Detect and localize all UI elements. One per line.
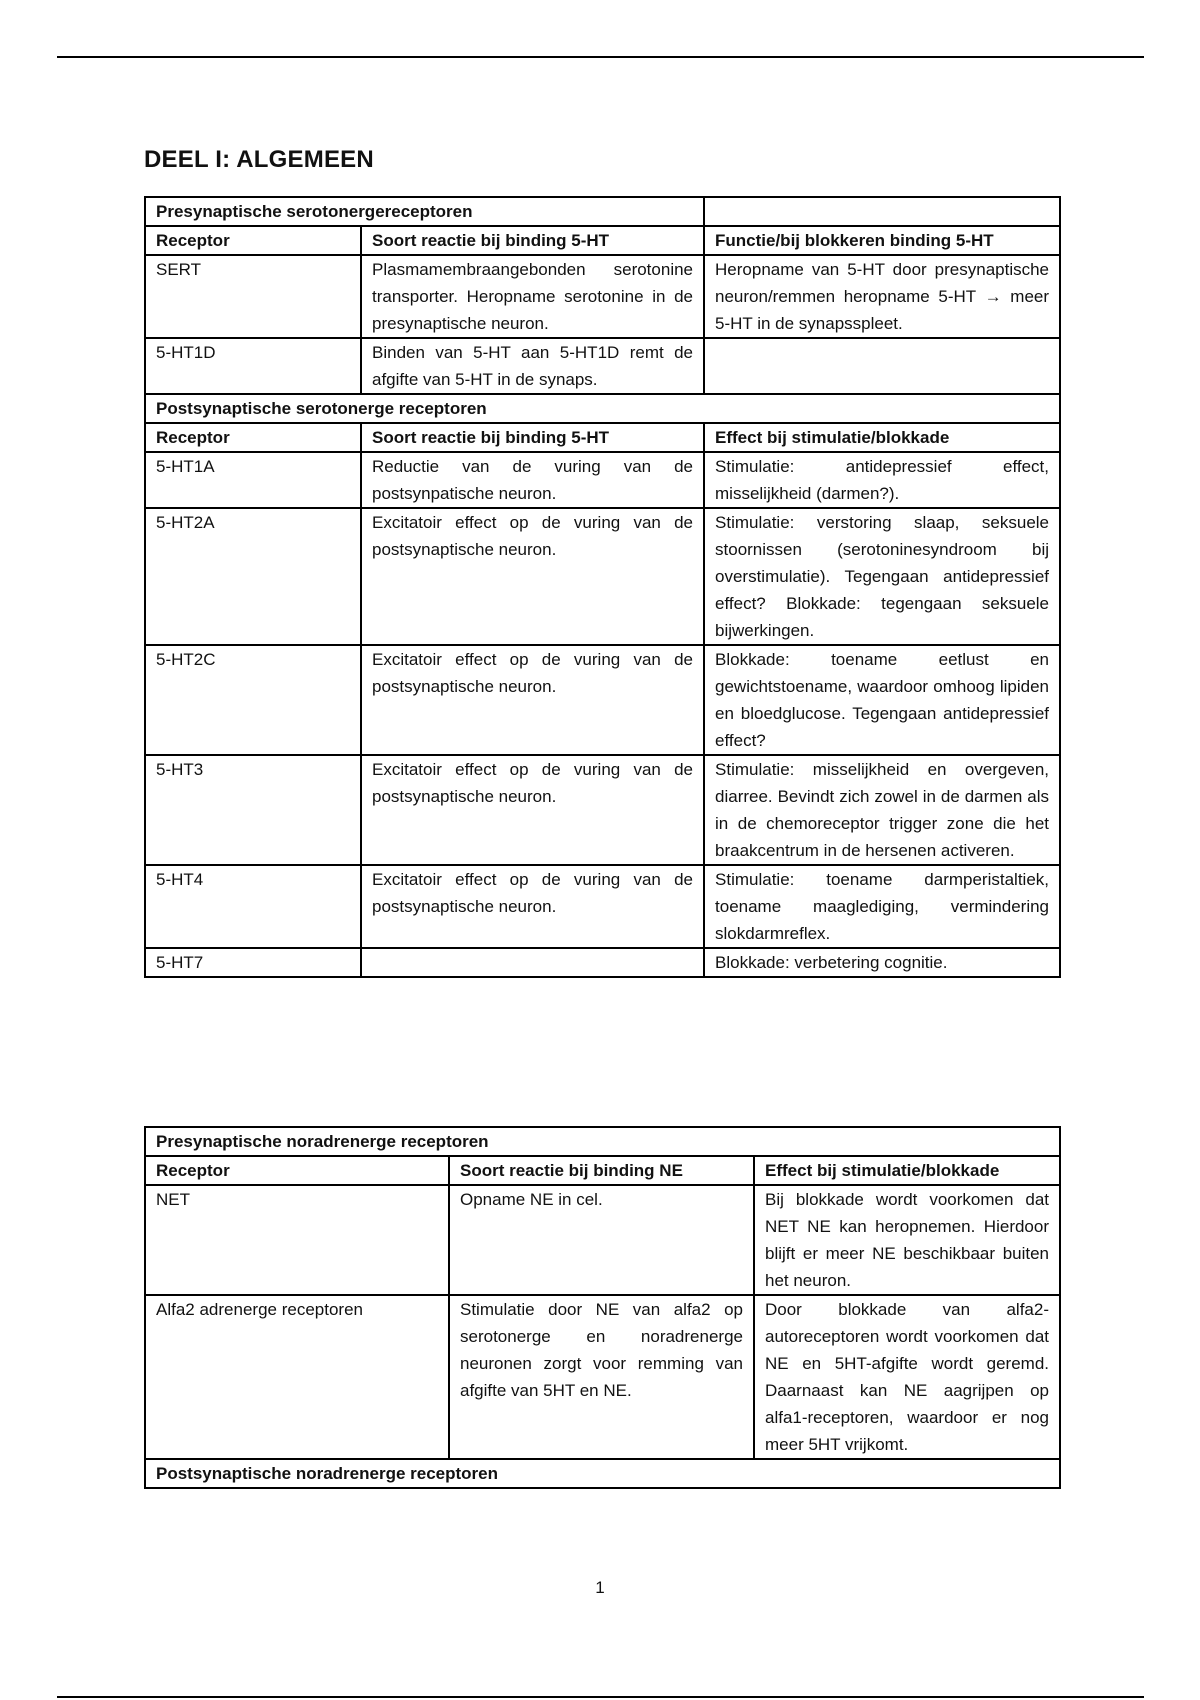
column-header: Soort reactie bij binding 5-HT (361, 226, 704, 255)
reaction-cell: Excitatoir effect op de vuring van de postsynaptische neuron. (361, 865, 704, 948)
table-title: Postsynaptische noradrenerge receptoren (145, 1459, 1060, 1488)
section-heading: DEEL I: ALGEMEEN (144, 146, 374, 173)
table-title-row (145, 1459, 1060, 1488)
receptor-cell: 5-HT7 (145, 948, 361, 977)
effect-cell: Stimulatie: toename darmperistaltiek, toename maaglediging, vermindering slokdarmreflex. (704, 865, 1060, 948)
effect-cell: Door blokkade van alfa2-autoreceptoren wordt voorkomen dat NE en 5HT-afgifte wordt geremd. Daarnaast kan NE aagrijpen op alfa1-receptoren, waardoor er nog meer 5HT vrijkomt. (754, 1295, 1060, 1459)
receptor-cell: SERT (145, 255, 361, 338)
table-row (145, 255, 1060, 338)
table-row (145, 948, 1060, 977)
column-header: Receptor (145, 1156, 449, 1185)
effect-cell: Stimulatie: misselijkheid en overgeven, diarree. Bevindt zich zowel in de darmen als in de chemoreceptor trigger zone die het braakcentrum in de hersenen activeren. (704, 755, 1060, 865)
header-rule (57, 56, 1144, 58)
table-row (145, 508, 1060, 645)
column-header: Receptor (145, 423, 361, 452)
page-number: 1 (595, 1578, 605, 1597)
effect-cell: Bij blokkade wordt voorkomen dat NET NE kan heropnemen. Hierdoor blijft er meer NE beschikbaar buiten het neuron. (754, 1185, 1060, 1295)
table-row (145, 645, 1060, 755)
reaction-cell: Excitatoir effect op de vuring van de postsynaptische neuron. (361, 645, 704, 755)
table-title-row (145, 197, 1060, 226)
table-title: Postsynaptische serotonerge receptoren (145, 394, 1060, 423)
effect-cell: Blokkade: toename eetlust en gewichtstoename, waardoor omhoog lipiden en bloedglucose. Tegengaan antidepressief effect? (704, 645, 1060, 755)
reaction-cell: Binden van 5-HT aan 5-HT1D remt de afgifte van 5-HT in de synaps. (361, 338, 704, 394)
reaction-cell: Opname NE in cel. (449, 1185, 754, 1295)
column-header: Receptor (145, 226, 361, 255)
effect-cell (704, 338, 1060, 394)
table-header-row (145, 226, 1060, 255)
receptor-cell: 5-HT1A (145, 452, 361, 508)
effect-cell: Stimulatie: verstoring slaap, seksuele stoornissen (serotoninesyndroom bij overstimulatie). Tegengaan antidepressief effect? Blokkade: tegengaan seksuele bijwerkingen. (704, 508, 1060, 645)
column-header: Soort reactie bij binding NE (449, 1156, 754, 1185)
receptor-cell: NET (145, 1185, 449, 1295)
reaction-cell: Excitatoir effect op de vuring van de postsynaptische neuron. (361, 755, 704, 865)
footer-rule (57, 1696, 1144, 1698)
table-header-row (145, 423, 1060, 452)
reaction-cell: Reductie van de vuring van de postsynpatische neuron. (361, 452, 704, 508)
receptor-cell: 5-HT4 (145, 865, 361, 948)
column-header: Soort reactie bij binding 5-HT (361, 423, 704, 452)
table-title-row (145, 1127, 1060, 1156)
table-cell (704, 197, 1060, 226)
table-row (145, 452, 1060, 508)
table-title: Presynaptische noradrenerge receptoren (145, 1127, 1060, 1156)
table-title: Presynaptische serotonergereceptoren (145, 197, 704, 226)
receptor-cell: 5-HT3 (145, 755, 361, 865)
table-row (145, 338, 1060, 394)
serotonin-receptor-table (144, 196, 1061, 978)
receptor-cell: Alfa2 adrenerge receptoren (145, 1295, 449, 1459)
table-row (145, 865, 1060, 948)
reaction-cell: Plasmamembraangebonden serotonine transporter. Heropname serotonine in de presynaptische neuron. (361, 255, 704, 338)
noradrenaline-receptor-table (144, 1126, 1061, 1489)
column-header: Functie/bij blokkeren binding 5-HT (704, 226, 1060, 255)
column-header: Effect bij stimulatie/blokkade (754, 1156, 1060, 1185)
table-title-row (145, 394, 1060, 423)
receptor-cell: 5-HT2C (145, 645, 361, 755)
receptor-cell: 5-HT1D (145, 338, 361, 394)
reaction-cell (361, 948, 704, 977)
effect-cell: Stimulatie: antidepressief effect, misselijkheid (darmen?). (704, 452, 1060, 508)
table-row (145, 755, 1060, 865)
effect-cell: Blokkade: verbetering cognitie. (704, 948, 1060, 977)
table-row (145, 1185, 1060, 1295)
column-header: Effect bij stimulatie/blokkade (704, 423, 1060, 452)
reaction-cell: Excitatoir effect op de vuring van de postsynaptische neuron. (361, 508, 704, 645)
table-header-row (145, 1156, 1060, 1185)
table-row (145, 1295, 1060, 1459)
effect-cell: Heropname van 5-HT door presynaptische neuron/remmen heropname 5-HT → meer 5-HT in de synapsspleet. (704, 255, 1060, 338)
reaction-cell: Stimulatie door NE van alfa2 op serotonerge en noradrenerge neuronen zorgt voor remming van afgifte van 5HT en NE. (449, 1295, 754, 1459)
receptor-cell: 5-HT2A (145, 508, 361, 645)
